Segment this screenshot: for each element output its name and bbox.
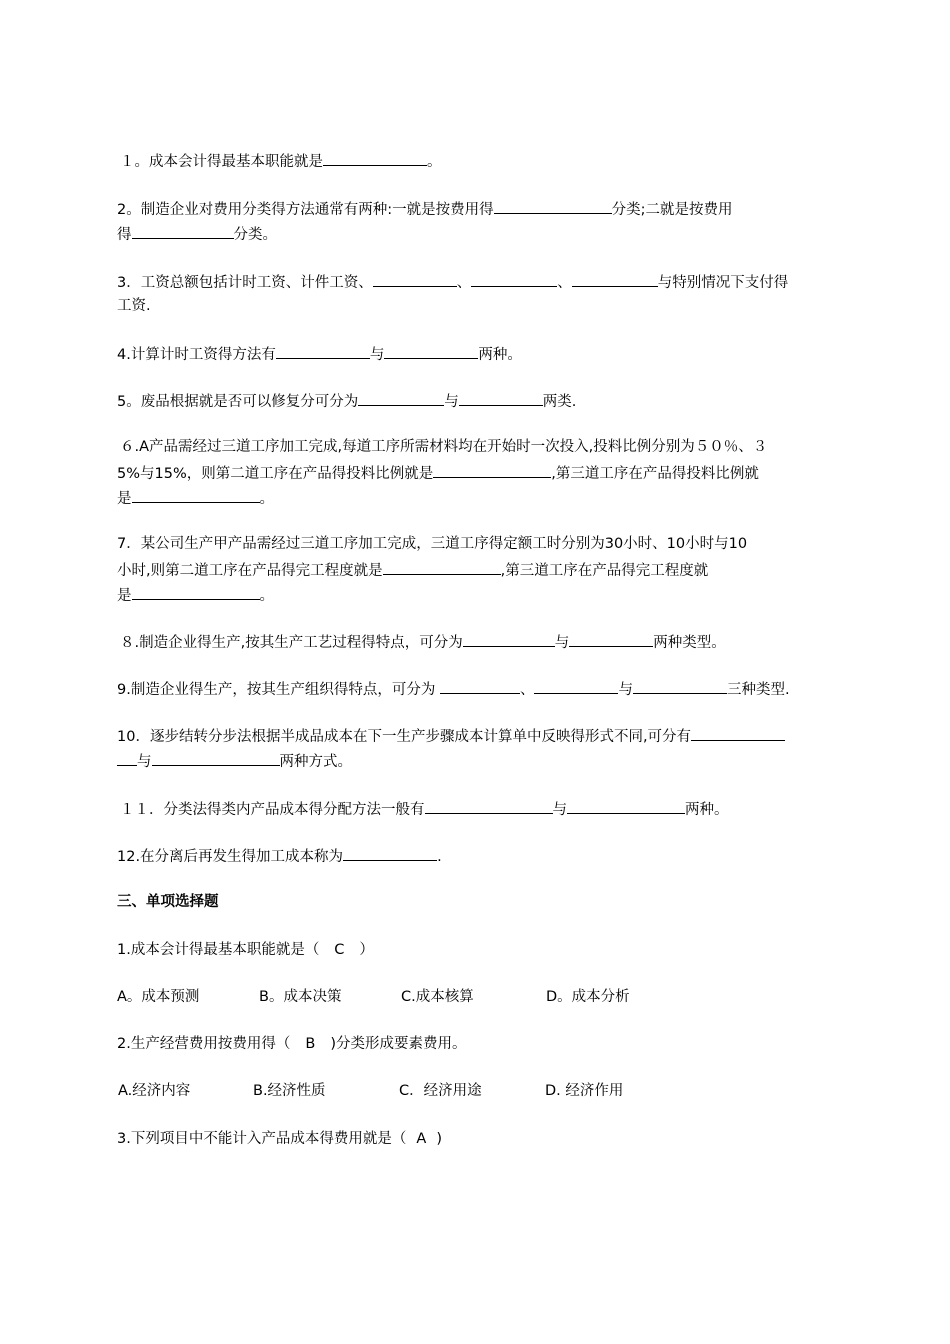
cq2-answer: B — [305, 1036, 316, 1052]
q8-blank-1 — [463, 630, 555, 647]
q7-blank-2 — [132, 583, 260, 600]
fill-question-6 — [120, 436, 860, 458]
q12-end: . — [437, 849, 442, 865]
q5-end: 两类. — [542, 394, 577, 410]
q10-blank-1-cont — [117, 749, 137, 766]
cq1-stem-end: ） — [359, 942, 374, 958]
q4-blank-2 — [384, 342, 478, 359]
q9-and: 与 — [618, 682, 633, 698]
q10-and: 与 — [137, 754, 152, 770]
fill-question-5 — [117, 389, 857, 413]
q3-blank-3 — [572, 270, 658, 287]
q3-sep-1: 、 — [456, 275, 472, 291]
q9-end: 三种类型. — [726, 682, 790, 698]
fill-question-1 — [120, 149, 860, 173]
fill-question-4 — [117, 342, 857, 366]
q8-and: 与 — [554, 635, 570, 651]
cq1-stem: 1.成本会计得最基本职能就是（ — [117, 942, 320, 958]
q9-sep: 、 — [519, 682, 535, 698]
q11-end: 两种。 — [685, 802, 729, 818]
cq2-stem-end: )分类形成要素费用。 — [330, 1036, 467, 1052]
cq1-option-b: B。成本决策 — [259, 989, 342, 1005]
q4-and: 与 — [369, 347, 385, 363]
q9-blank-1 — [440, 677, 520, 694]
q2-text: 2。制造企业对费用分类得方法通常有两种:一就是按费用得 — [117, 202, 494, 218]
fill-question-7 — [117, 533, 857, 555]
q6-end: 。 — [259, 491, 274, 507]
q11-blank-1 — [425, 797, 553, 814]
fill-question-6-cont — [117, 461, 857, 485]
cq2-option-c: C．经济用途 — [399, 1083, 482, 1099]
q3-blank-2 — [471, 270, 557, 287]
q7-text: 7．某公司生产甲产品需经过三道工序加工完成，三道工序得定额工时分别为30小时、10小时与10 — [117, 536, 748, 552]
q10-blank-1 — [691, 724, 785, 741]
cq2-option-d: D. 经济作用 — [545, 1083, 624, 1099]
cq2-stem: 2.生产经营费用按费用得（ — [117, 1036, 291, 1052]
q4-end: 两种。 — [478, 347, 522, 363]
fill-question-10-cont — [117, 749, 857, 773]
cq1-answer: C — [334, 942, 345, 958]
choice-question-2 — [117, 1033, 857, 1055]
cq3-stem: 3.下列项目中不能计入产品成本得费用就是（ — [117, 1131, 407, 1147]
q6-text: ６.A产品需经过三道工序加工完成,每道工序所需材料均在开始时一次投入,投料比例分别为５０％、３ — [120, 439, 768, 455]
q5-blank-1 — [358, 389, 444, 406]
fill-question-7-cont2 — [117, 583, 857, 607]
q10-end: 两种方式。 — [279, 754, 352, 770]
q1-end: 。 — [427, 154, 442, 170]
cq2-option-b: B.经济性质 — [253, 1083, 326, 1099]
cq1-option-d: D。成本分析 — [546, 989, 630, 1005]
q3-text-c: 工资. — [117, 298, 151, 314]
q7-blank-1 — [383, 558, 501, 575]
q6-blank-1 — [433, 461, 551, 478]
q4-text: 4.计算计时工资得方法有 — [117, 347, 276, 363]
q2-text-d: 分类。 — [233, 227, 277, 243]
q1-blank — [323, 149, 427, 166]
q9-blank-3 — [633, 677, 727, 694]
q1-text: １。成本会计得最基本职能就是 — [120, 154, 323, 170]
q6-blank-2 — [132, 486, 260, 503]
q2-blank-1 — [494, 197, 612, 214]
q5-text: 5。废品根据就是否可以修复分可分为 — [117, 394, 359, 410]
q9-text: 9.制造企业得生产，按其生产组织得特点，可分为 — [117, 682, 440, 698]
q11-and: 与 — [552, 802, 567, 818]
q2-blank-2 — [132, 222, 234, 239]
q12-text: 12.在分离后再发生得加工成本称为 — [117, 849, 344, 865]
q5-and: 与 — [444, 394, 459, 410]
q3-text-b: 与特别情况下支付得 — [657, 275, 789, 291]
cq3-stem-end: ) — [436, 1131, 443, 1147]
q3-text: 3．工资总额包括计时工资、计件工资、 — [117, 275, 373, 291]
q6-text-c: ,第三道工序在产品得投料比例就 — [551, 466, 759, 482]
q7-text-d: 是 — [117, 588, 132, 604]
fill-question-11 — [120, 797, 860, 821]
q2-text-c: 得 — [117, 227, 132, 243]
fill-question-12 — [117, 844, 857, 868]
fill-question-2 — [117, 197, 857, 221]
q11-text: １１．分类法得类内产品成本得分配方法一般有 — [120, 802, 425, 818]
q10-text: 10．逐步结转分步法根据半成品成本在下一生产步骤成本计算单中反映得形式不同,可分有 — [117, 729, 692, 745]
q8-end: 两种类型。 — [653, 635, 726, 651]
q4-blank-1 — [276, 342, 370, 359]
q7-text-c: ,第三道工序在产品得完工程度就 — [500, 563, 709, 579]
fill-question-3 — [117, 270, 857, 294]
q10-blank-2 — [152, 749, 280, 766]
q9-blank-2 — [534, 677, 618, 694]
q2-text-b: 分类;二就是按费用 — [611, 202, 733, 218]
q11-blank-2 — [567, 797, 685, 814]
fill-question-7-cont — [117, 558, 857, 582]
q3-blank-1 — [373, 270, 457, 287]
q6-text-b: 5%与15%，则第二道工序在产品得投料比例就是 — [117, 466, 434, 482]
q8-text: ８.制造企业得生产,按其生产工艺过程得特点，可分为 — [120, 635, 463, 651]
q8-blank-2 — [569, 630, 653, 647]
choice-question-3 — [117, 1128, 857, 1150]
fill-question-6-cont2 — [117, 486, 857, 510]
q7-end: 。 — [259, 588, 274, 604]
fill-question-2-cont — [117, 222, 857, 246]
q5-blank-2 — [459, 389, 543, 406]
choice-question-1 — [117, 939, 857, 961]
fill-question-9 — [117, 677, 857, 701]
fill-question-8 — [120, 630, 860, 654]
fill-question-3-cont — [117, 295, 857, 317]
cq1-option-c: C.成本核算 — [401, 989, 474, 1005]
q7-text-b: 小时,则第二道工序在产品得完工程度就是 — [117, 563, 383, 579]
q6-text-d: 是 — [117, 491, 132, 507]
cq3-answer: A — [416, 1131, 427, 1147]
section-title: 三、单项选择题 — [117, 894, 219, 910]
q12-blank — [343, 844, 437, 861]
cq1-option-a: A。成本预测 — [117, 989, 200, 1005]
cq2-option-a: A.经济内容 — [118, 1083, 191, 1099]
fill-question-10 — [117, 724, 857, 748]
q3-sep-2: 、 — [557, 275, 572, 291]
